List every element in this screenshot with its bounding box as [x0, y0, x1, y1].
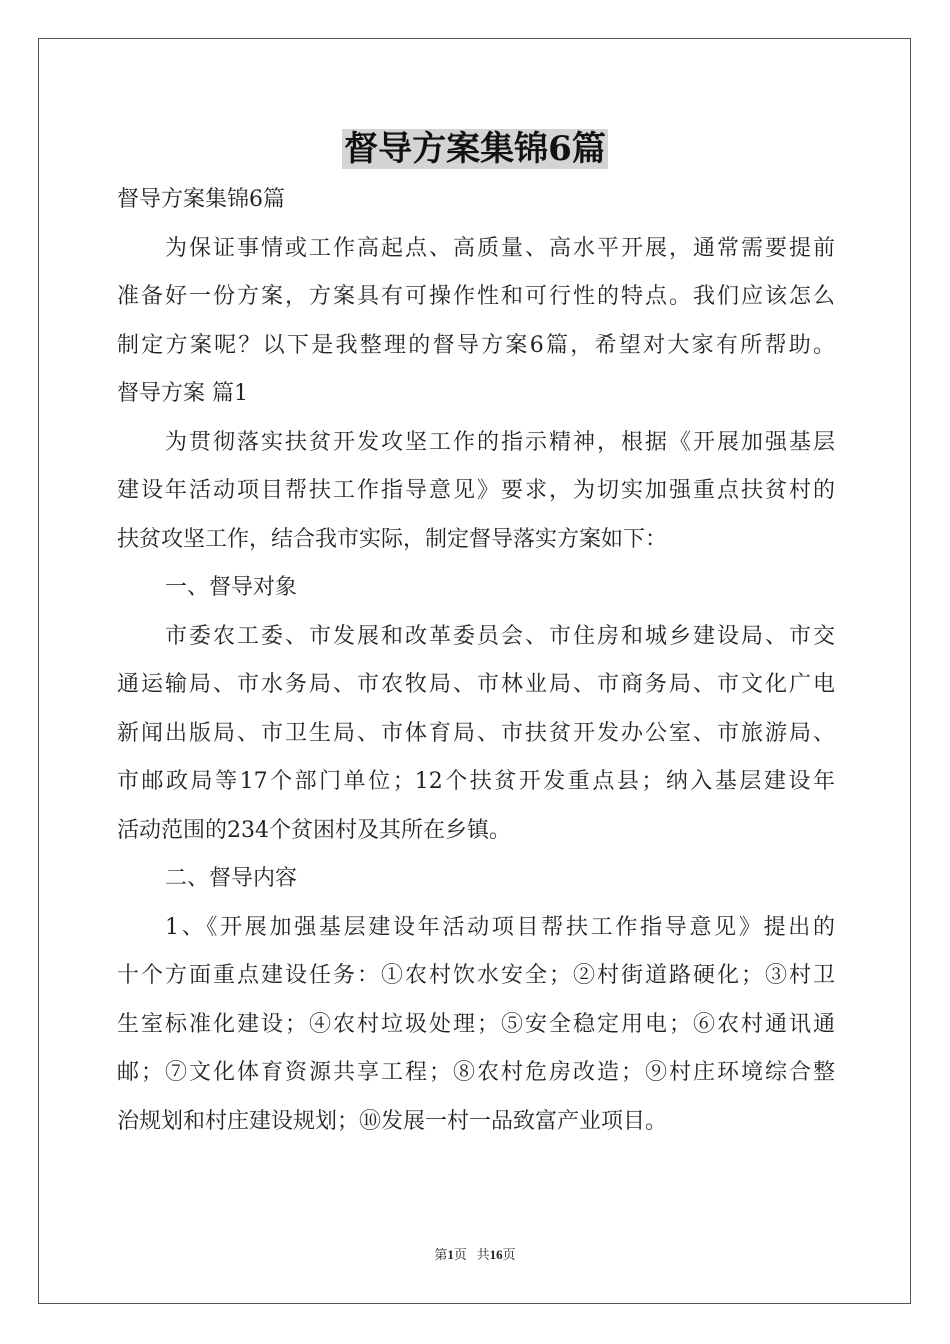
text-line: 活动范围的234个贫困村及其所在乡镇。: [117, 817, 511, 843]
text-line: 治规划和村庄建设规划；⑩发展一村一品致富产业项目。: [117, 1108, 668, 1134]
footer-total-suffix: 页: [502, 1247, 516, 1262]
text-line: 新闻出版局、市卫生局、市体育局、市扶贫开发办公室、市旅游局、: [117, 720, 835, 746]
text-line: 督导方案集锦6篇: [117, 187, 285, 212]
text-line: 市邮政局等17个部门单位；12个扶贫开发重点县；纳入基层建设年: [117, 769, 835, 794]
document-body: [117, 176, 835, 1146]
footer-total-pages: 16: [489, 1247, 503, 1262]
text-line: 二、督导内容: [165, 866, 298, 891]
text-line: 准备好一份方案，方案具有可操作性和可行性的特点。我们应该怎么: [117, 284, 835, 309]
footer-page-suffix: 页: [453, 1247, 467, 1262]
text-line: 为保证事情或工作高起点、高质量、高水平开展，通常需要提前: [165, 235, 835, 261]
text-line: 扶贫攻坚工作，结合我市实际，制定督导落实方案如下：: [117, 526, 668, 552]
text-line: 市委农工委、市发展和改革委员会、市住房和城乡建设局、市交: [165, 623, 835, 649]
text-line: 建设年活动项目帮扶工作指导意见》要求，为切实加强重点扶贫村的: [117, 478, 835, 503]
text-line: 1、《开展加强基层建设年活动项目帮扶工作指导意见》提出的: [165, 914, 835, 940]
footer-page-number: 1: [447, 1247, 454, 1262]
text-line: 督导方案 篇1: [117, 381, 248, 406]
document-title-text: 督导方案集锦6篇: [344, 129, 606, 169]
footer-total-prefix: 共: [476, 1247, 490, 1262]
page-footer: [0, 1244, 950, 1263]
text-line: 一、督导对象: [165, 575, 298, 600]
document-title: [0, 124, 950, 174]
text-line: 邮；⑦文化体育资源共享工程；⑧农村危房改造；⑨村庄环境综合整: [117, 1060, 835, 1085]
text-line: 为贯彻落实扶贫开发攻坚工作的指示精神，根据《开展加强基层: [165, 429, 835, 455]
text-line: 制定方案呢？以下是我整理的督导方案6篇，希望对大家有所帮助。: [117, 332, 835, 358]
text-line: 十个方面重点建设任务：①农村饮水安全；②村街道路硬化；③村卫: [117, 963, 835, 988]
text-line: 生室标准化建设；④农村垃圾处理；⑤安全稳定用电；⑥农村通讯通: [117, 1011, 835, 1037]
footer-page-prefix: 第: [434, 1247, 448, 1262]
text-line: 通运输局、市水务局、市农牧局、市林业局、市商务局、市文化广电: [117, 672, 835, 697]
